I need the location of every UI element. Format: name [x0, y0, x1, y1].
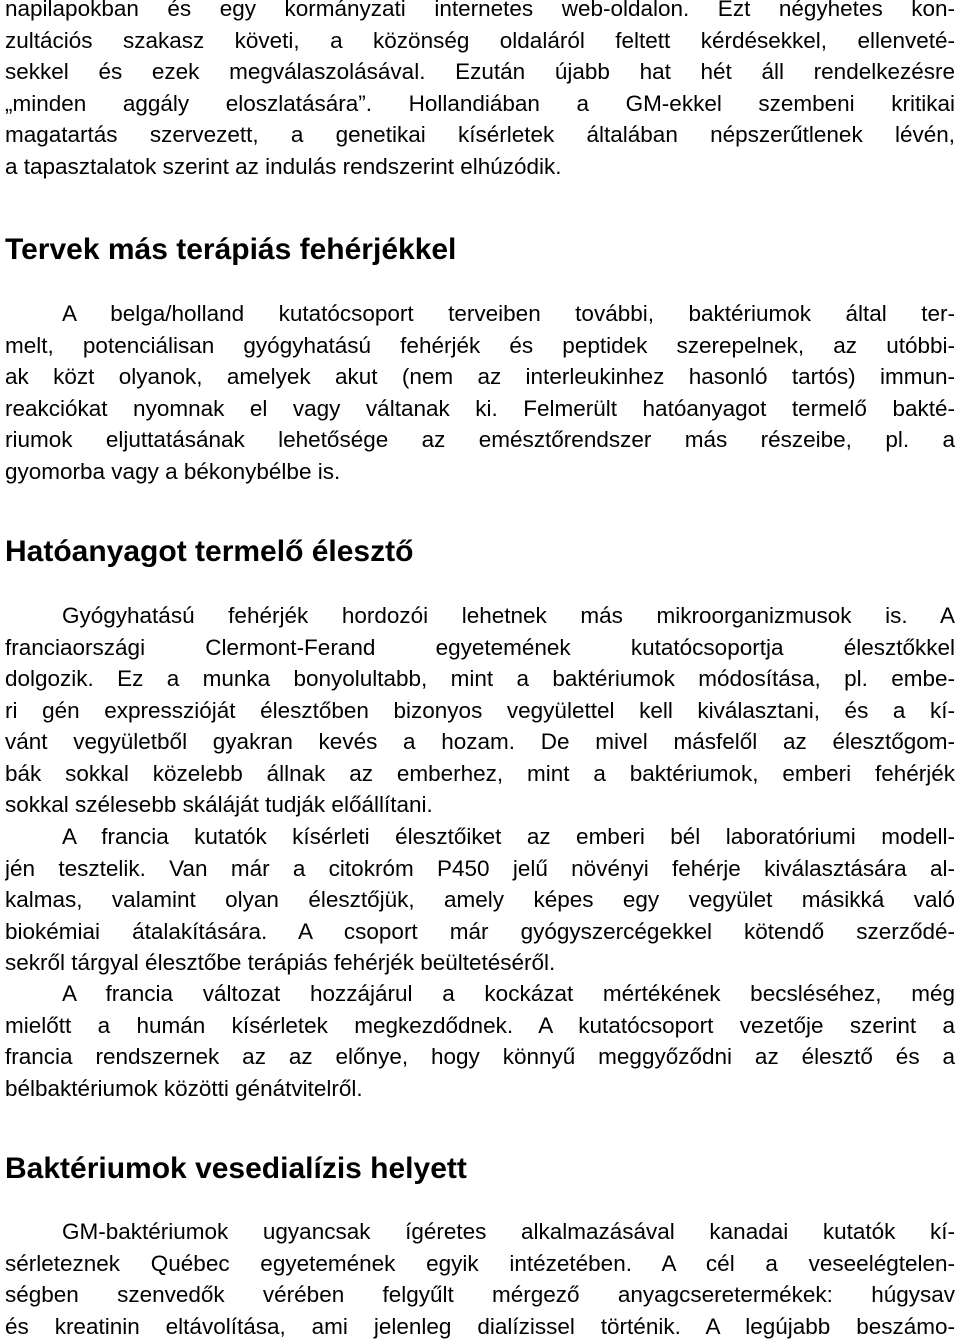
text-line: zultációs szakasz követi, a közönség oldaláról feltett kérdésekkel, ellenveté-	[5, 27, 955, 53]
paragraph-therapeutic-proteins	[5, 298, 955, 487]
paragraph-dialysis	[5, 1216, 955, 1342]
text-line: ak közt olyanok, amelyek akut (nem az interleukinhez hasonló tartós) immun-	[5, 364, 955, 389]
text-line: reakciókat nyomnak el vagy váltanak ki. Felmerült hatóanyagot termelő bakté-	[5, 395, 955, 421]
text-line: ri gén expresszióját élesztőben bizonyos vegyülettel kell kiválasztani, és a kí-	[5, 697, 955, 723]
text-line: bélbaktériumok közötti génátvitelről.	[5, 1075, 363, 1101]
paragraph-intro	[5, 0, 955, 182]
text-line: gyomorba vagy a békonybélbe is.	[5, 458, 341, 484]
section-heading: Baktériumok vesedialízis helyett	[5, 1152, 467, 1185]
section-heading: Hatóanyagot termelő élesztő	[5, 535, 414, 568]
text-line: Gyógyhatású fehérjék hordozói lehetnek más mikroorganizmusok is. A	[62, 603, 955, 628]
paragraph-french-researchers	[5, 821, 955, 979]
text-line: bák sokkal közelebb állnak az emberhez, mint a baktériumok, emberi fehérjék	[5, 760, 955, 786]
section-heading: Tervek más terápiás fehérjékkel	[5, 233, 457, 266]
text-line: sekkel és ezek megválaszolásával. Ezután újabb hat hét áll rendelkezésre	[5, 59, 955, 84]
text-line: a tapasztalatok szerint az indulás rendszerint elhúzódik.	[5, 153, 562, 179]
text-line: ségben szenvedők vérében felgyűlt mérgező anyagcseretermékek: húgysav	[5, 1282, 955, 1307]
text-line: A belga/holland kutatócsoport terveiben további, baktériumok által ter-	[62, 301, 955, 326]
text-line: biokémiai átalakítására. A csoport már gyógyszercégekkel kötendő szerződé-	[5, 918, 955, 944]
text-line: mielőtt a humán kísérletek megkezdődnek. A kutatócsoport vezetője szerint a	[5, 1012, 955, 1038]
text-line: sokkal szélesebb skáláját tudják előállítani.	[5, 792, 433, 817]
text-line: riumok eljuttatásának lehetősége az emésztőrendszer más részeibe, pl. a	[5, 427, 955, 452]
text-line: és kreatinin eltávolítása, ami jelenleg dialízissel történik. A legújabb beszámo-	[5, 1313, 955, 1339]
text-line: magatartás szervezett, a genetikai kísérletek általában népszerűtlenek lévén,	[5, 122, 955, 147]
text-line: franciaországi Clermont-Ferand egyetemének kutatócsoportja élesztőkkel	[5, 634, 955, 660]
text-line: melt, potenciálisan gyógyhatású fehérjék és peptidek szerepelnek, az utóbbi-	[5, 332, 955, 358]
text-line: napilapokban és egy kormányzati internetes web-oldalon. Ezt négyhetes kon-	[5, 0, 955, 21]
text-line: „minden aggály eloszlatására”. Hollandiában a GM-ekkel szembeni kritikai	[5, 90, 955, 116]
text-line: vánt vegyületből gyakran kevés a hozam. De mivel másfelől az élesztőgom-	[5, 729, 955, 754]
paragraph-yeast	[5, 600, 955, 821]
text-line: A francia kutatók kísérleti élesztőiket az emberi bél laboratóriumi modell-	[62, 824, 955, 849]
text-line: sérleteznek Québec egyetemének egyik intézetében. A cél a veseelégtelen-	[5, 1250, 955, 1276]
text-line: jén tesztelik. Van már a citokróm P450 jelű növényi fehérje kiválasztására al-	[5, 855, 955, 881]
text-line: dolgozik. Ez a munka bonyolultabb, mint a baktériumok módosítása, pl. embe-	[5, 666, 955, 691]
text-line: GM-baktériumok ugyancsak ígéretes alkalmazásával kanadai kutatók kí-	[62, 1219, 955, 1244]
text-line: francia rendszernek az az előnye, hogy könnyű meggyőződni az élesztő és a	[5, 1044, 955, 1069]
text-line: sekről tárgyal élesztőbe terápiás fehérjék beültetéséről.	[5, 950, 556, 975]
paragraph-french-variant	[5, 978, 955, 1104]
text-line: kalmas, valamint olyan élesztőjük, amely képes egy vegyület másikká való	[5, 887, 955, 912]
text-line: A francia változat hozzájárul a kockázat mértékének becsléséhez, még	[62, 981, 955, 1006]
